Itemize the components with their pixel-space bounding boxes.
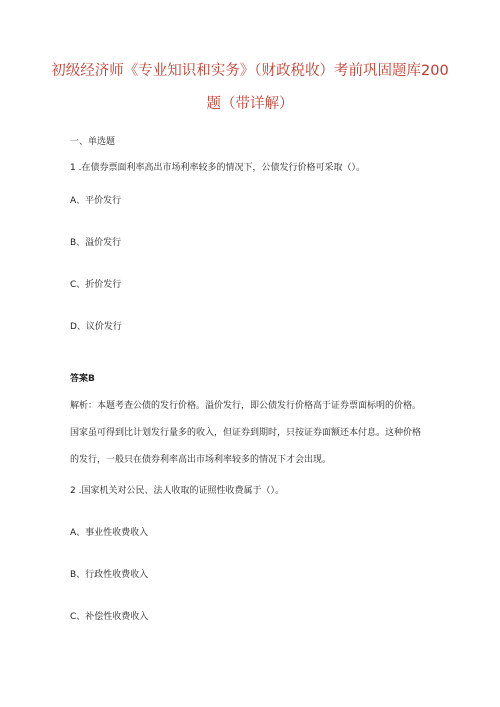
question-2-option-b: B、行政性收费收入	[70, 570, 149, 580]
question-2-option-c: C、补偿性收费收入	[70, 612, 149, 622]
section-heading: 一、单选题	[70, 137, 116, 147]
question-1-analysis-line-2: 国家虽可得到比计划发行量多的收入，但证券到期时，只按证券面额还本付息。这种价格	[70, 428, 422, 438]
question-1-analysis-line-3: 的发行，一般只在债券利率高出市场利率较多的情况下才会出现。	[70, 455, 332, 465]
question-1-stem: 1 .在债券票面利率高出市场利率较多的情况下，公债发行价格可采取（）。	[70, 163, 365, 173]
document-title-line-1: 初级经济师《专业知识和实务》（财政税收）考前巩固题库200	[51, 63, 449, 79]
question-2-option-a: A、事业性收费收入	[70, 528, 149, 538]
document-title-line-2: 题（带详解）	[206, 96, 294, 112]
question-1-option-a: A、平价发行	[70, 196, 122, 206]
question-1-option-d: D、议价发行	[70, 322, 122, 332]
question-1-analysis-line-1: 解析：本题考查公债的发行价格。溢价发行，即公债发行价格高于证券票面标明的价格。	[70, 401, 422, 411]
question-1-answer: 答案B	[70, 374, 95, 384]
question-1-option-c: C、折价发行	[70, 280, 122, 290]
question-2-stem: 2 .国家机关对公民、法人收取的证照性收费属于（）。	[70, 486, 284, 496]
question-1-option-b: B、溢价发行	[70, 238, 122, 248]
